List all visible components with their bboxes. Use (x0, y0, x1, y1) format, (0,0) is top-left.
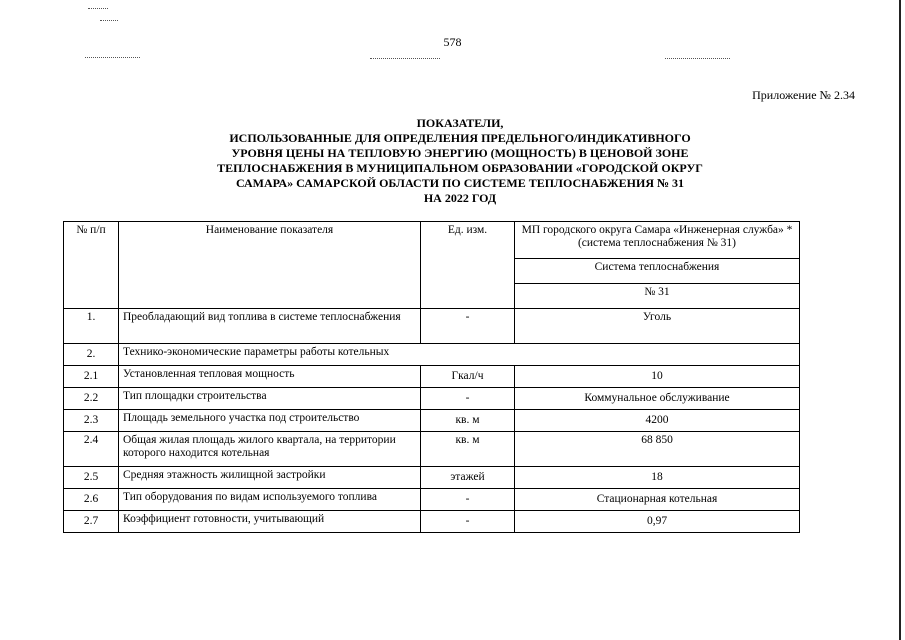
title-line: НА 2022 ГОД (423, 191, 497, 205)
table-row (64, 511, 800, 533)
title-line: ПОКАЗАТЕЛИ, (416, 116, 504, 130)
header-system: Система теплоснабжения (515, 259, 800, 284)
table-row (64, 344, 800, 366)
page-number: 578 (443, 35, 462, 49)
row-value: 10 (515, 366, 800, 388)
row-unit: - (421, 489, 515, 511)
row-num: 2.6 (64, 489, 119, 511)
row-name: Тип площадки строительства (119, 388, 421, 410)
row-name: Тип оборудования по видам используемого топлива (119, 489, 421, 511)
table-header-row (64, 222, 800, 259)
row-num: 1. (64, 309, 119, 344)
scan-edge-line (899, 0, 901, 640)
row-unit: Гкал/ч (421, 366, 515, 388)
header-name: Наименование показателя (119, 222, 421, 309)
row-num: 2. (64, 344, 119, 366)
row-num: 2.7 (64, 511, 119, 533)
row-name: Общая жилая площадь жилого квартала, на территории которого находится котельная (119, 432, 421, 467)
row-value: Стационарная котельная (515, 489, 800, 511)
header-org: МП городского округа Самара «Инженерная служба» * (система теплоснабжения № 31) (515, 222, 800, 259)
row-name: Средняя этажность жилищной застройки (119, 467, 421, 489)
indicators-table (63, 221, 800, 533)
row-num: 2.1 (64, 366, 119, 388)
row-name: Коэффициент готовности, учитывающий (119, 511, 421, 533)
table-row (64, 410, 800, 432)
row-value: 18 (515, 467, 800, 489)
row-section-name: Технико-экономические параметры работы котельных (119, 344, 800, 366)
row-value: 0,97 (515, 511, 800, 533)
row-num: 2.5 (64, 467, 119, 489)
document-title (150, 116, 770, 206)
row-num: 2.3 (64, 410, 119, 432)
row-num: 2.2 (64, 388, 119, 410)
header-num: № п/п (64, 222, 119, 309)
title-line: САМАРА» САМАРСКОЙ ОБЛАСТИ ПО СИСТЕМЕ ТЕПЛОСНАБЖЕНИЯ № 31 (235, 176, 685, 190)
row-unit: - (421, 388, 515, 410)
table-row (64, 467, 800, 489)
row-value: Уголь (515, 309, 800, 344)
row-name: Преобладающий вид топлива в системе теплоснабжения (119, 309, 421, 344)
row-unit: - (421, 511, 515, 533)
row-name: Площадь земельного участка под строительство (119, 410, 421, 432)
row-value: Коммунальное обслуживание (515, 388, 800, 410)
row-num: 2.4 (64, 432, 119, 467)
title-line: ТЕПЛОСНАБЖЕНИЯ В МУНИЦИПАЛЬНОМ ОБРАЗОВАНИИ «ГОРОДСКОЙ ОКРУГ (217, 161, 703, 175)
row-value: 68 850 (515, 432, 800, 467)
header-system-no: № 31 (515, 284, 800, 309)
title-line: ИСПОЛЬЗОВАННЫЕ ДЛЯ ОПРЕДЕЛЕНИЯ ПРЕДЕЛЬНОГО/ИНДИКАТИВНОГО (229, 131, 691, 145)
table-row (64, 309, 800, 344)
row-value: 4200 (515, 410, 800, 432)
header-unit: Ед. изм. (421, 222, 515, 309)
title-line: УРОВНЯ ЦЕНЫ НА ТЕПЛОВУЮ ЭНЕРГИЮ (МОЩНОСТЬ) В ЦЕНОВОЙ ЗОНЕ (231, 146, 689, 160)
row-unit: кв. м (421, 410, 515, 432)
table-row (64, 489, 800, 511)
row-unit: - (421, 309, 515, 344)
appendix-label: Приложение № 2.34 (752, 88, 855, 102)
row-unit: кв. м (421, 432, 515, 467)
row-unit: этажей (421, 467, 515, 489)
table-row (64, 366, 800, 388)
table-row (64, 432, 800, 467)
table-row (64, 388, 800, 410)
row-name: Установленная тепловая мощность (119, 366, 421, 388)
